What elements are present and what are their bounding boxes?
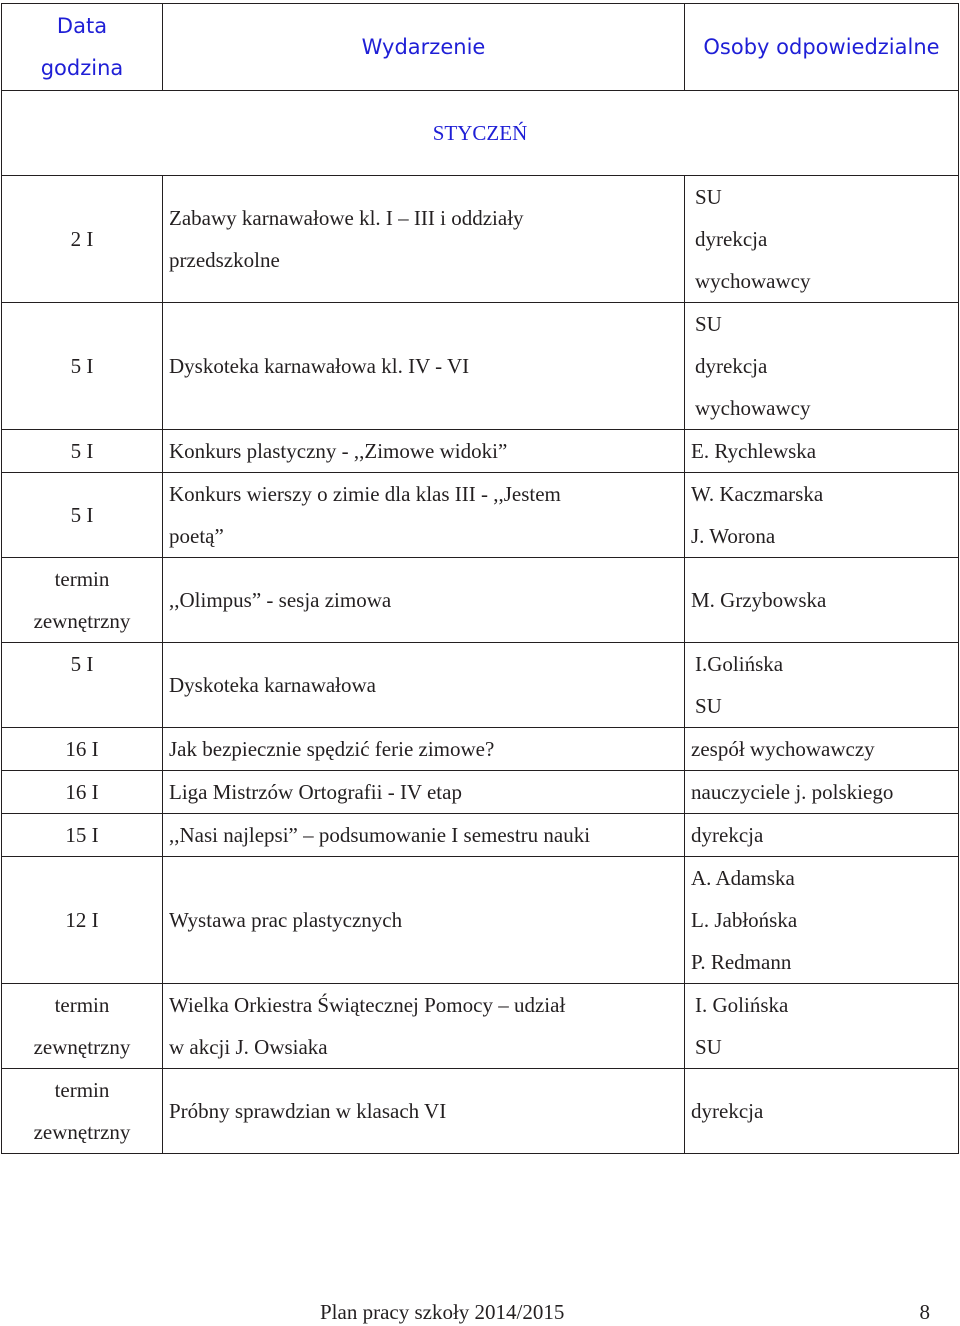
event-cell bbox=[163, 857, 685, 984]
event-cell bbox=[163, 643, 685, 728]
schedule-table bbox=[1, 3, 959, 1154]
event-text: ,,Olimpus” - sesja zimowa bbox=[169, 588, 392, 612]
table-row bbox=[2, 176, 959, 303]
date-cell bbox=[2, 857, 163, 984]
date-cell bbox=[2, 176, 163, 303]
event-text: Zabawy karnawałowe kl. I – III i oddziały bbox=[169, 206, 524, 230]
header-date-line-1: Data bbox=[56, 14, 108, 38]
table-row bbox=[2, 857, 959, 984]
event-text: przedszkolne bbox=[169, 248, 280, 272]
event-text: Dyskoteka karnawałowa kl. IV - VI bbox=[169, 354, 470, 378]
people-cell bbox=[685, 1069, 959, 1154]
header-date bbox=[2, 4, 163, 91]
date-text: zewnętrzny bbox=[33, 1035, 131, 1059]
date-text: 2 I bbox=[70, 227, 94, 251]
date-text: 12 I bbox=[65, 908, 99, 932]
table-row bbox=[2, 814, 959, 857]
table-row bbox=[2, 303, 959, 430]
date-cell bbox=[2, 771, 163, 814]
people-cell bbox=[685, 176, 959, 303]
people-text: SU bbox=[695, 1035, 722, 1059]
date-text: 5 I bbox=[70, 439, 94, 463]
header-event: Wydarzenie bbox=[163, 4, 685, 91]
date-text: 5 I bbox=[70, 652, 94, 676]
people-text: dyrekcja bbox=[691, 823, 764, 847]
table-row bbox=[2, 771, 959, 814]
people-cell bbox=[685, 558, 959, 643]
people-text: dyrekcja bbox=[695, 227, 768, 251]
event-cell bbox=[163, 728, 685, 771]
month-label: STYCZEŃ bbox=[2, 91, 959, 176]
event-text: Dyskoteka karnawałowa bbox=[169, 673, 377, 697]
table-row bbox=[2, 728, 959, 771]
event-text: poetą” bbox=[169, 524, 224, 548]
date-cell bbox=[2, 430, 163, 473]
page-number: 8 bbox=[919, 1300, 930, 1324]
date-text: termin bbox=[54, 1078, 110, 1102]
people-text: wychowawcy bbox=[695, 396, 811, 420]
event-text: w akcji J. Owsiaka bbox=[169, 1035, 328, 1059]
header-date-line-2: godzina bbox=[40, 56, 124, 80]
event-cell bbox=[163, 558, 685, 643]
people-text: dyrekcja bbox=[691, 1099, 764, 1123]
event-cell bbox=[163, 814, 685, 857]
people-text: SU bbox=[695, 185, 722, 209]
table-row bbox=[2, 643, 959, 728]
date-cell bbox=[2, 814, 163, 857]
event-text: Próbny sprawdzian w klasach VI bbox=[169, 1099, 447, 1123]
date-text: termin bbox=[54, 993, 110, 1017]
date-cell bbox=[2, 473, 163, 558]
people-text: E. Rychlewska bbox=[691, 439, 817, 463]
people-cell bbox=[685, 728, 959, 771]
table-row bbox=[2, 430, 959, 473]
event-text: Jak bezpiecznie spędzić ferie zimowe? bbox=[169, 737, 495, 761]
event-cell bbox=[163, 473, 685, 558]
date-text: termin bbox=[54, 567, 110, 591]
people-text: SU bbox=[695, 312, 722, 336]
event-text: Wielka Orkiestra Świątecznej Pomocy – udział bbox=[169, 993, 566, 1017]
event-cell bbox=[163, 176, 685, 303]
people-cell bbox=[685, 643, 959, 728]
table-row bbox=[2, 984, 959, 1069]
people-cell bbox=[685, 984, 959, 1069]
date-cell bbox=[2, 558, 163, 643]
event-text: Liga Mistrzów Ortografii - IV etap bbox=[169, 780, 462, 804]
people-text: P. Redmann bbox=[691, 950, 792, 974]
people-cell bbox=[685, 430, 959, 473]
table-row bbox=[2, 558, 959, 643]
event-cell bbox=[163, 303, 685, 430]
people-text: I. Golińska bbox=[695, 993, 789, 1017]
date-cell bbox=[2, 984, 163, 1069]
people-cell bbox=[685, 473, 959, 558]
people-text: J. Worona bbox=[691, 524, 776, 548]
people-text: dyrekcja bbox=[695, 354, 768, 378]
date-text: 15 I bbox=[65, 823, 99, 847]
people-cell bbox=[685, 771, 959, 814]
people-cell bbox=[685, 857, 959, 984]
date-text: zewnętrzny bbox=[33, 1120, 131, 1144]
people-text: zespół wychowawczy bbox=[691, 737, 875, 761]
date-cell bbox=[2, 643, 163, 728]
date-cell bbox=[2, 1069, 163, 1154]
people-text: W. Kaczmarska bbox=[691, 482, 824, 506]
table-row bbox=[2, 1069, 959, 1154]
people-cell bbox=[685, 814, 959, 857]
date-text: 5 I bbox=[70, 354, 94, 378]
people-text: nauczyciele j. polskiego bbox=[691, 780, 894, 804]
month-row bbox=[2, 91, 959, 176]
people-text: I.Golińska bbox=[695, 652, 784, 676]
date-cell bbox=[2, 728, 163, 771]
people-cell bbox=[685, 303, 959, 430]
table-header-row bbox=[2, 4, 959, 91]
date-cell bbox=[2, 303, 163, 430]
event-text: ,,Nasi najlepsi” – podsumowanie I semestru nauki bbox=[169, 823, 591, 847]
event-cell bbox=[163, 1069, 685, 1154]
people-text: L. Jabłońska bbox=[691, 908, 798, 932]
event-cell bbox=[163, 430, 685, 473]
people-text: A. Adamska bbox=[691, 866, 795, 890]
event-text: Konkurs plastyczny - ,,Zimowe widoki” bbox=[169, 439, 508, 463]
event-text: Wystawa prac plastycznych bbox=[169, 908, 403, 932]
event-cell bbox=[163, 771, 685, 814]
event-cell bbox=[163, 984, 685, 1069]
people-text: M. Grzybowska bbox=[691, 588, 827, 612]
people-text: SU bbox=[695, 694, 722, 718]
date-text: 16 I bbox=[65, 737, 99, 761]
date-text: zewnętrzny bbox=[33, 609, 131, 633]
table-row bbox=[2, 473, 959, 558]
header-people: Osoby odpowiedzialne bbox=[685, 4, 959, 91]
footer-title: Plan pracy szkoły 2014/2015 bbox=[320, 1300, 565, 1324]
people-text: wychowawcy bbox=[695, 269, 811, 293]
date-text: 5 I bbox=[70, 503, 94, 527]
event-text: Konkurs wierszy o zimie dla klas III - ,,Jestem bbox=[169, 482, 561, 506]
date-text: 16 I bbox=[65, 780, 99, 804]
